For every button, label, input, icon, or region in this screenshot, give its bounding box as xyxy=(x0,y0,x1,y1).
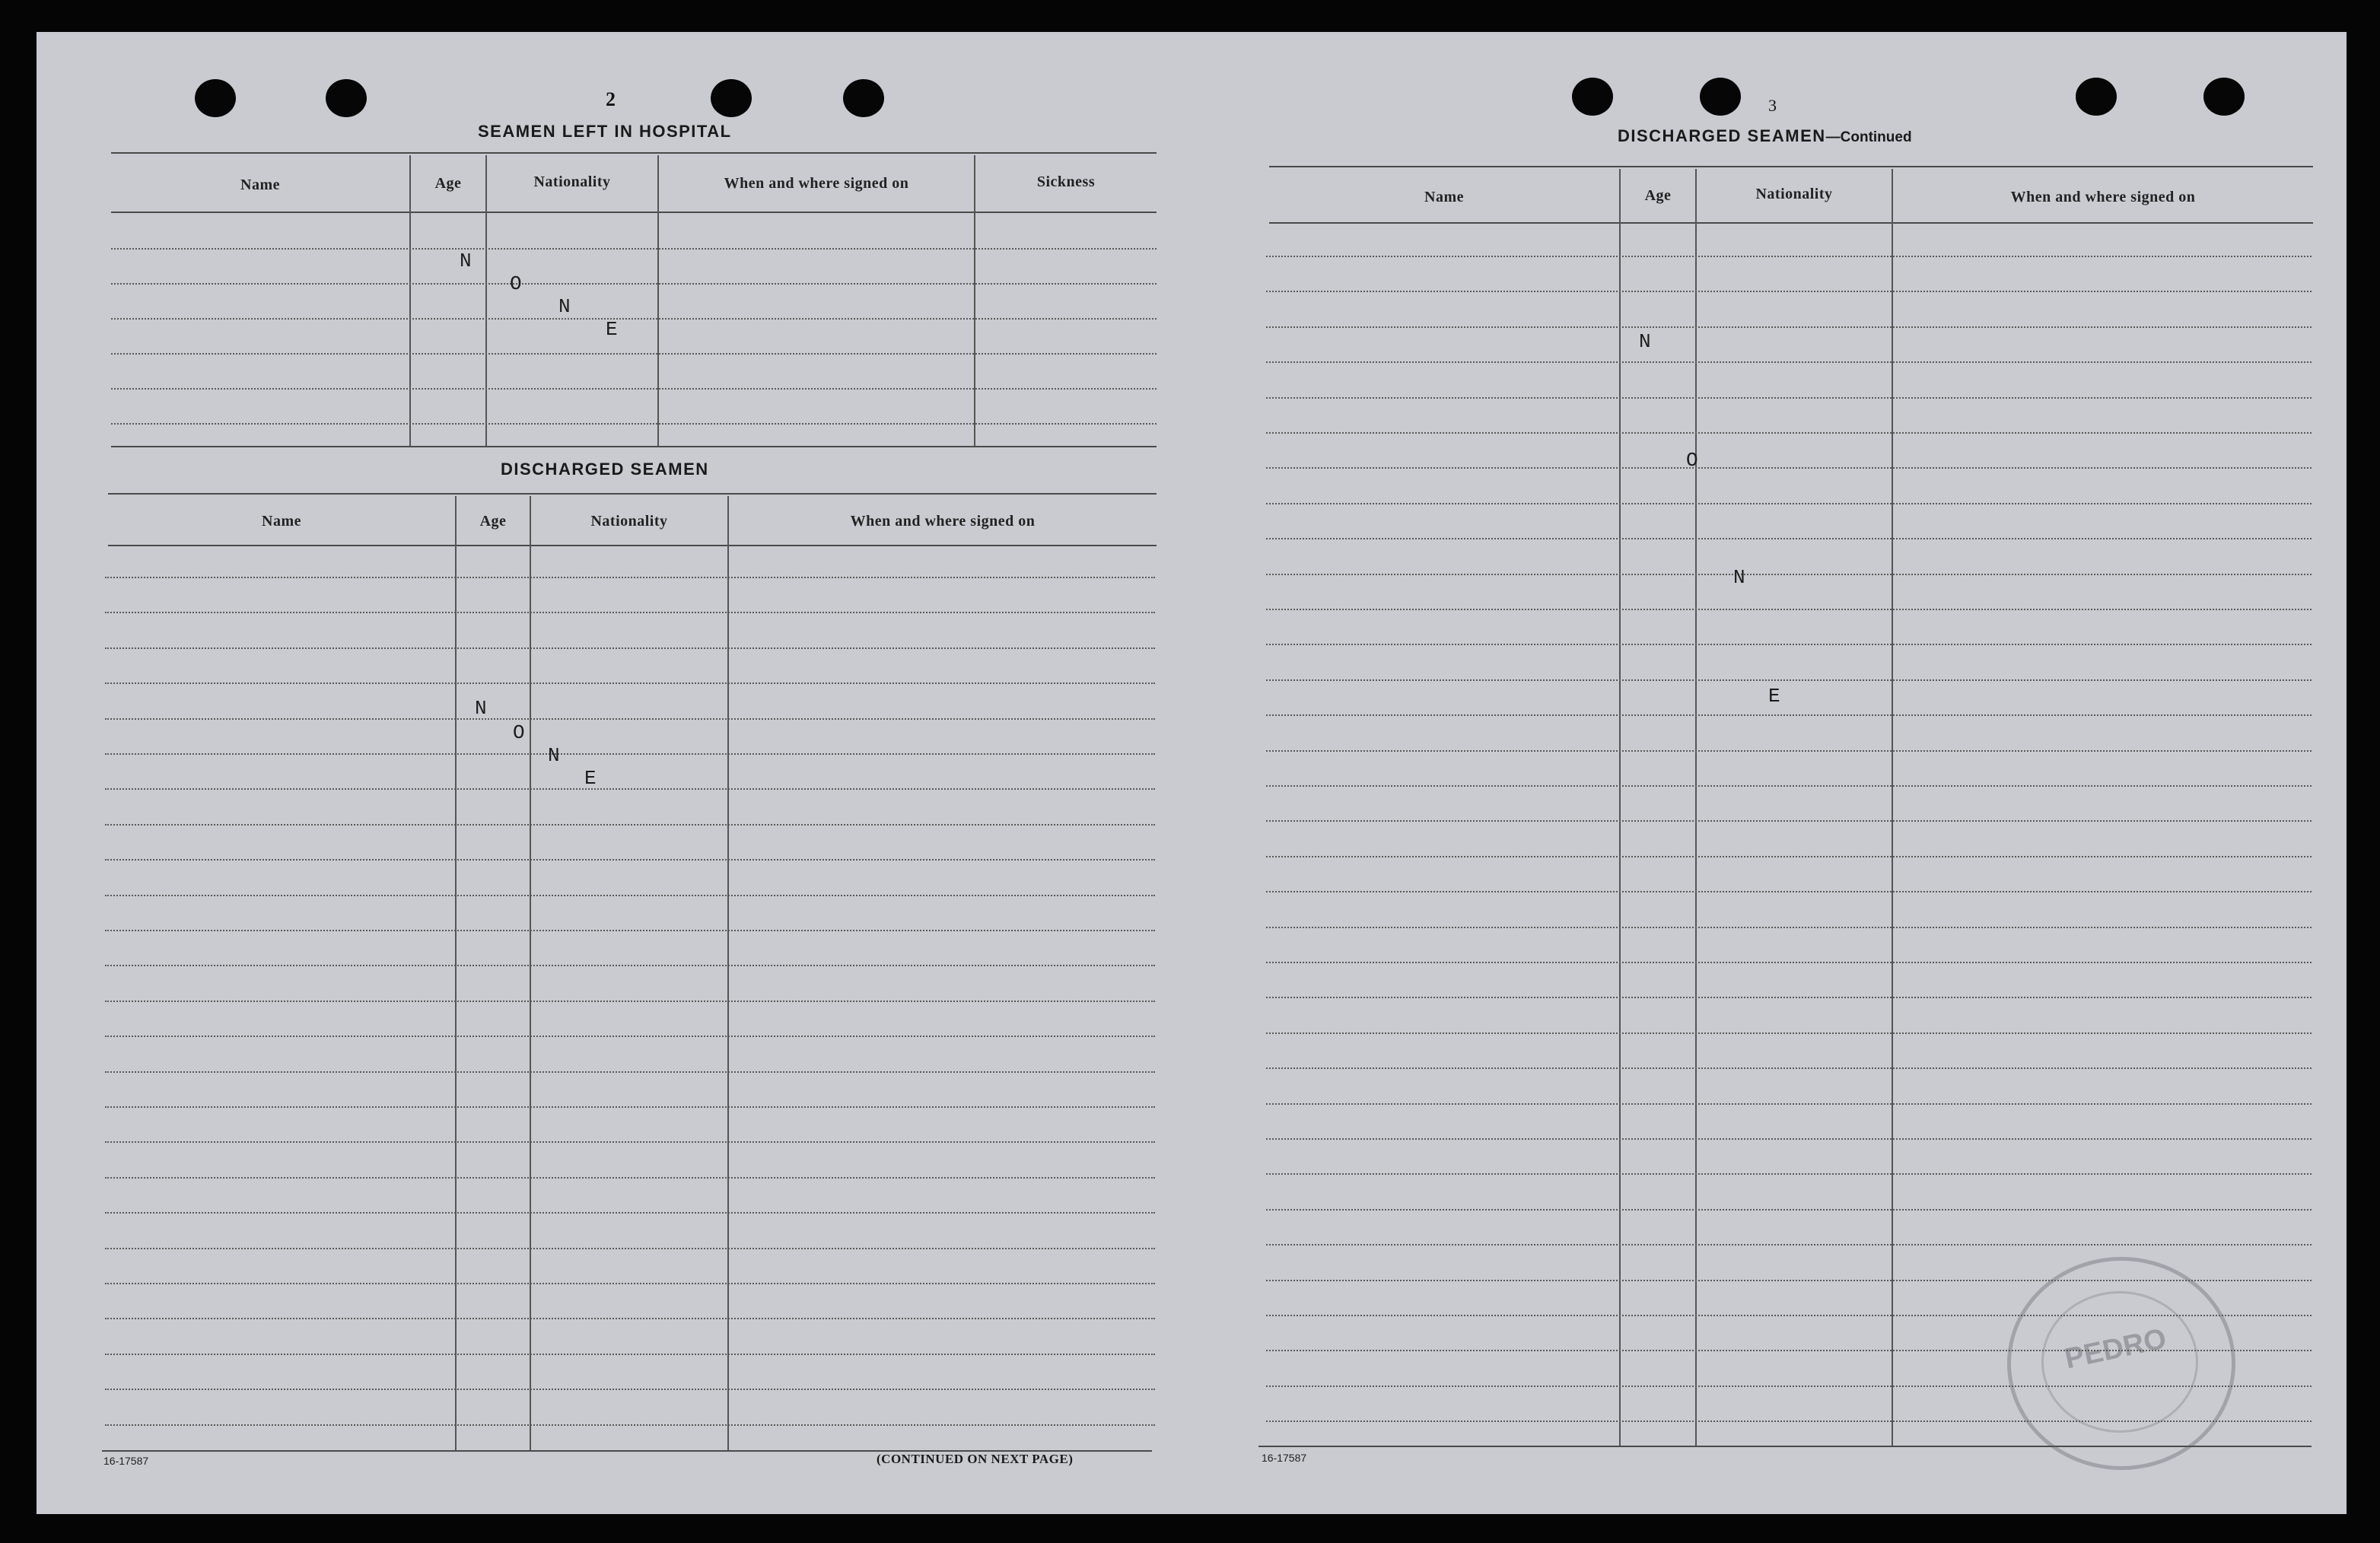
table-row xyxy=(1266,1067,2312,1069)
hospital-header-name: Name xyxy=(240,177,280,193)
table-row xyxy=(105,682,1155,684)
table-row xyxy=(105,577,1155,578)
table-row xyxy=(105,612,1155,613)
discharged-col-divider xyxy=(727,496,729,1450)
punch-hole xyxy=(1572,78,1613,116)
table-row xyxy=(1266,538,2312,539)
table-row xyxy=(105,1071,1155,1073)
table-row xyxy=(105,859,1155,861)
punch-hole xyxy=(1700,78,1741,116)
hospital-header-nationality: Nationality xyxy=(533,173,611,190)
table-row xyxy=(1266,927,2312,928)
table-row xyxy=(105,1248,1155,1249)
right-table-top xyxy=(1269,166,2313,167)
discharged-header-signed-on: When and where signed on xyxy=(850,513,1036,530)
discharged-header-nationality: Nationality xyxy=(590,513,668,530)
hospital-section-title: SEAMEN LEFT IN HOSPITAL xyxy=(478,122,732,141)
discharged-section-title: DISCHARGED SEAMEN xyxy=(501,460,709,479)
discharged-header-age: Age xyxy=(479,513,507,530)
table-row xyxy=(1266,609,2312,610)
table-row xyxy=(105,1141,1155,1143)
typed-letter: O xyxy=(1686,449,1698,472)
table-row xyxy=(105,1354,1155,1355)
hospital-table-bottom xyxy=(111,446,1157,447)
table-row xyxy=(1266,397,2312,399)
discharged-table-top xyxy=(108,493,1157,495)
typed-letter: E xyxy=(584,767,597,790)
document-sheet xyxy=(37,32,2347,1514)
table-row xyxy=(105,1036,1155,1037)
table-row xyxy=(105,1001,1155,1002)
table-row xyxy=(105,824,1155,826)
table-row xyxy=(1266,891,2312,892)
title-continued-suffix: —Continued xyxy=(1825,129,1912,145)
table-row xyxy=(1266,856,2312,857)
punch-hole xyxy=(195,79,236,117)
table-row xyxy=(1266,361,2312,363)
table-row xyxy=(1266,997,2312,998)
form-number-left: 16-17587 xyxy=(103,1455,149,1467)
punch-hole xyxy=(2076,78,2117,116)
punch-hole xyxy=(843,79,884,117)
hospital-col-divider xyxy=(657,155,659,446)
table-row xyxy=(105,1283,1155,1284)
table-row xyxy=(105,895,1155,896)
page-number-left: 2 xyxy=(606,88,616,110)
table-row xyxy=(1266,1244,2312,1246)
hospital-header-signed-on: When and where signed on xyxy=(724,175,909,192)
hospital-header-sickness: Sickness xyxy=(1036,173,1096,190)
table-row xyxy=(1266,962,2312,963)
typed-letter: N xyxy=(460,250,472,272)
continued-footer: (CONTINUED ON NEXT PAGE) xyxy=(877,1452,1074,1466)
punch-hole xyxy=(326,79,367,117)
table-row xyxy=(111,248,1157,250)
hospital-col-divider xyxy=(409,155,411,446)
table-row xyxy=(1266,291,2312,292)
hospital-table-top xyxy=(111,152,1157,154)
table-row xyxy=(1266,714,2312,716)
table-row xyxy=(105,1424,1155,1426)
right-table-header-rule xyxy=(1269,222,2313,224)
typed-letter: O xyxy=(510,272,522,295)
right-header-name: Name xyxy=(1424,189,1464,205)
table-row xyxy=(1266,256,2312,257)
typed-letter: N xyxy=(1639,330,1651,353)
table-row xyxy=(105,718,1155,720)
typed-letter: N xyxy=(548,744,560,767)
table-row xyxy=(1266,432,2312,434)
table-row xyxy=(105,1318,1155,1319)
punch-hole xyxy=(711,79,752,117)
table-row xyxy=(105,930,1155,931)
postmark-stamp xyxy=(2007,1257,2235,1470)
table-row xyxy=(1266,679,2312,681)
table-row xyxy=(1266,1138,2312,1140)
table-row xyxy=(1266,1103,2312,1105)
table-row xyxy=(111,283,1157,285)
form-number-right: 16-17587 xyxy=(1262,1452,1307,1464)
table-row xyxy=(105,753,1155,755)
hospital-col-divider xyxy=(974,155,975,446)
discharged-table-header-rule xyxy=(108,545,1157,546)
table-row xyxy=(1266,467,2312,469)
table-row xyxy=(105,788,1155,790)
right-header-signed-on: When and where signed on xyxy=(2010,189,2196,205)
postmark-text: PEDRO xyxy=(2062,1322,2169,1376)
table-row xyxy=(105,1177,1155,1179)
discharged-continued-title xyxy=(1618,126,1912,146)
table-row xyxy=(1266,1209,2312,1211)
table-row xyxy=(111,353,1157,355)
discharged-col-divider xyxy=(530,496,531,1450)
typed-letter: E xyxy=(606,318,618,341)
table-row xyxy=(1266,750,2312,752)
page-number-right: 3 xyxy=(1768,96,1777,115)
table-row xyxy=(1266,1173,2312,1175)
typed-letter: N xyxy=(475,697,487,720)
table-row xyxy=(111,423,1157,425)
table-row xyxy=(1266,1032,2312,1034)
table-row xyxy=(1266,326,2312,328)
table-row xyxy=(1266,644,2312,645)
table-row xyxy=(111,388,1157,390)
hospital-table-header-rule xyxy=(111,212,1157,213)
right-col-divider xyxy=(1619,169,1621,1446)
discharged-continued-title-main: DISCHARGED SEAMEN xyxy=(1618,126,1826,145)
punch-hole xyxy=(2203,78,2245,116)
table-row xyxy=(105,1389,1155,1390)
table-row xyxy=(111,318,1157,320)
right-col-divider xyxy=(1892,169,1893,1446)
table-row xyxy=(105,647,1155,649)
right-header-nationality: Nationality xyxy=(1755,186,1833,202)
typed-letter: N xyxy=(1733,566,1745,589)
right-col-divider xyxy=(1695,169,1697,1446)
right-header-age: Age xyxy=(1644,187,1672,204)
table-row xyxy=(1266,785,2312,787)
hospital-col-divider xyxy=(485,155,487,446)
table-row xyxy=(1266,503,2312,504)
typed-letter: O xyxy=(513,721,525,744)
table-row xyxy=(105,1212,1155,1214)
typed-letter: N xyxy=(558,295,571,318)
discharged-col-divider xyxy=(455,496,457,1450)
table-row xyxy=(105,1106,1155,1108)
table-row xyxy=(105,965,1155,966)
discharged-header-name: Name xyxy=(262,513,301,530)
table-row xyxy=(1266,820,2312,822)
typed-letter: E xyxy=(1768,685,1780,708)
table-row xyxy=(1266,574,2312,575)
hospital-header-age: Age xyxy=(434,175,462,192)
